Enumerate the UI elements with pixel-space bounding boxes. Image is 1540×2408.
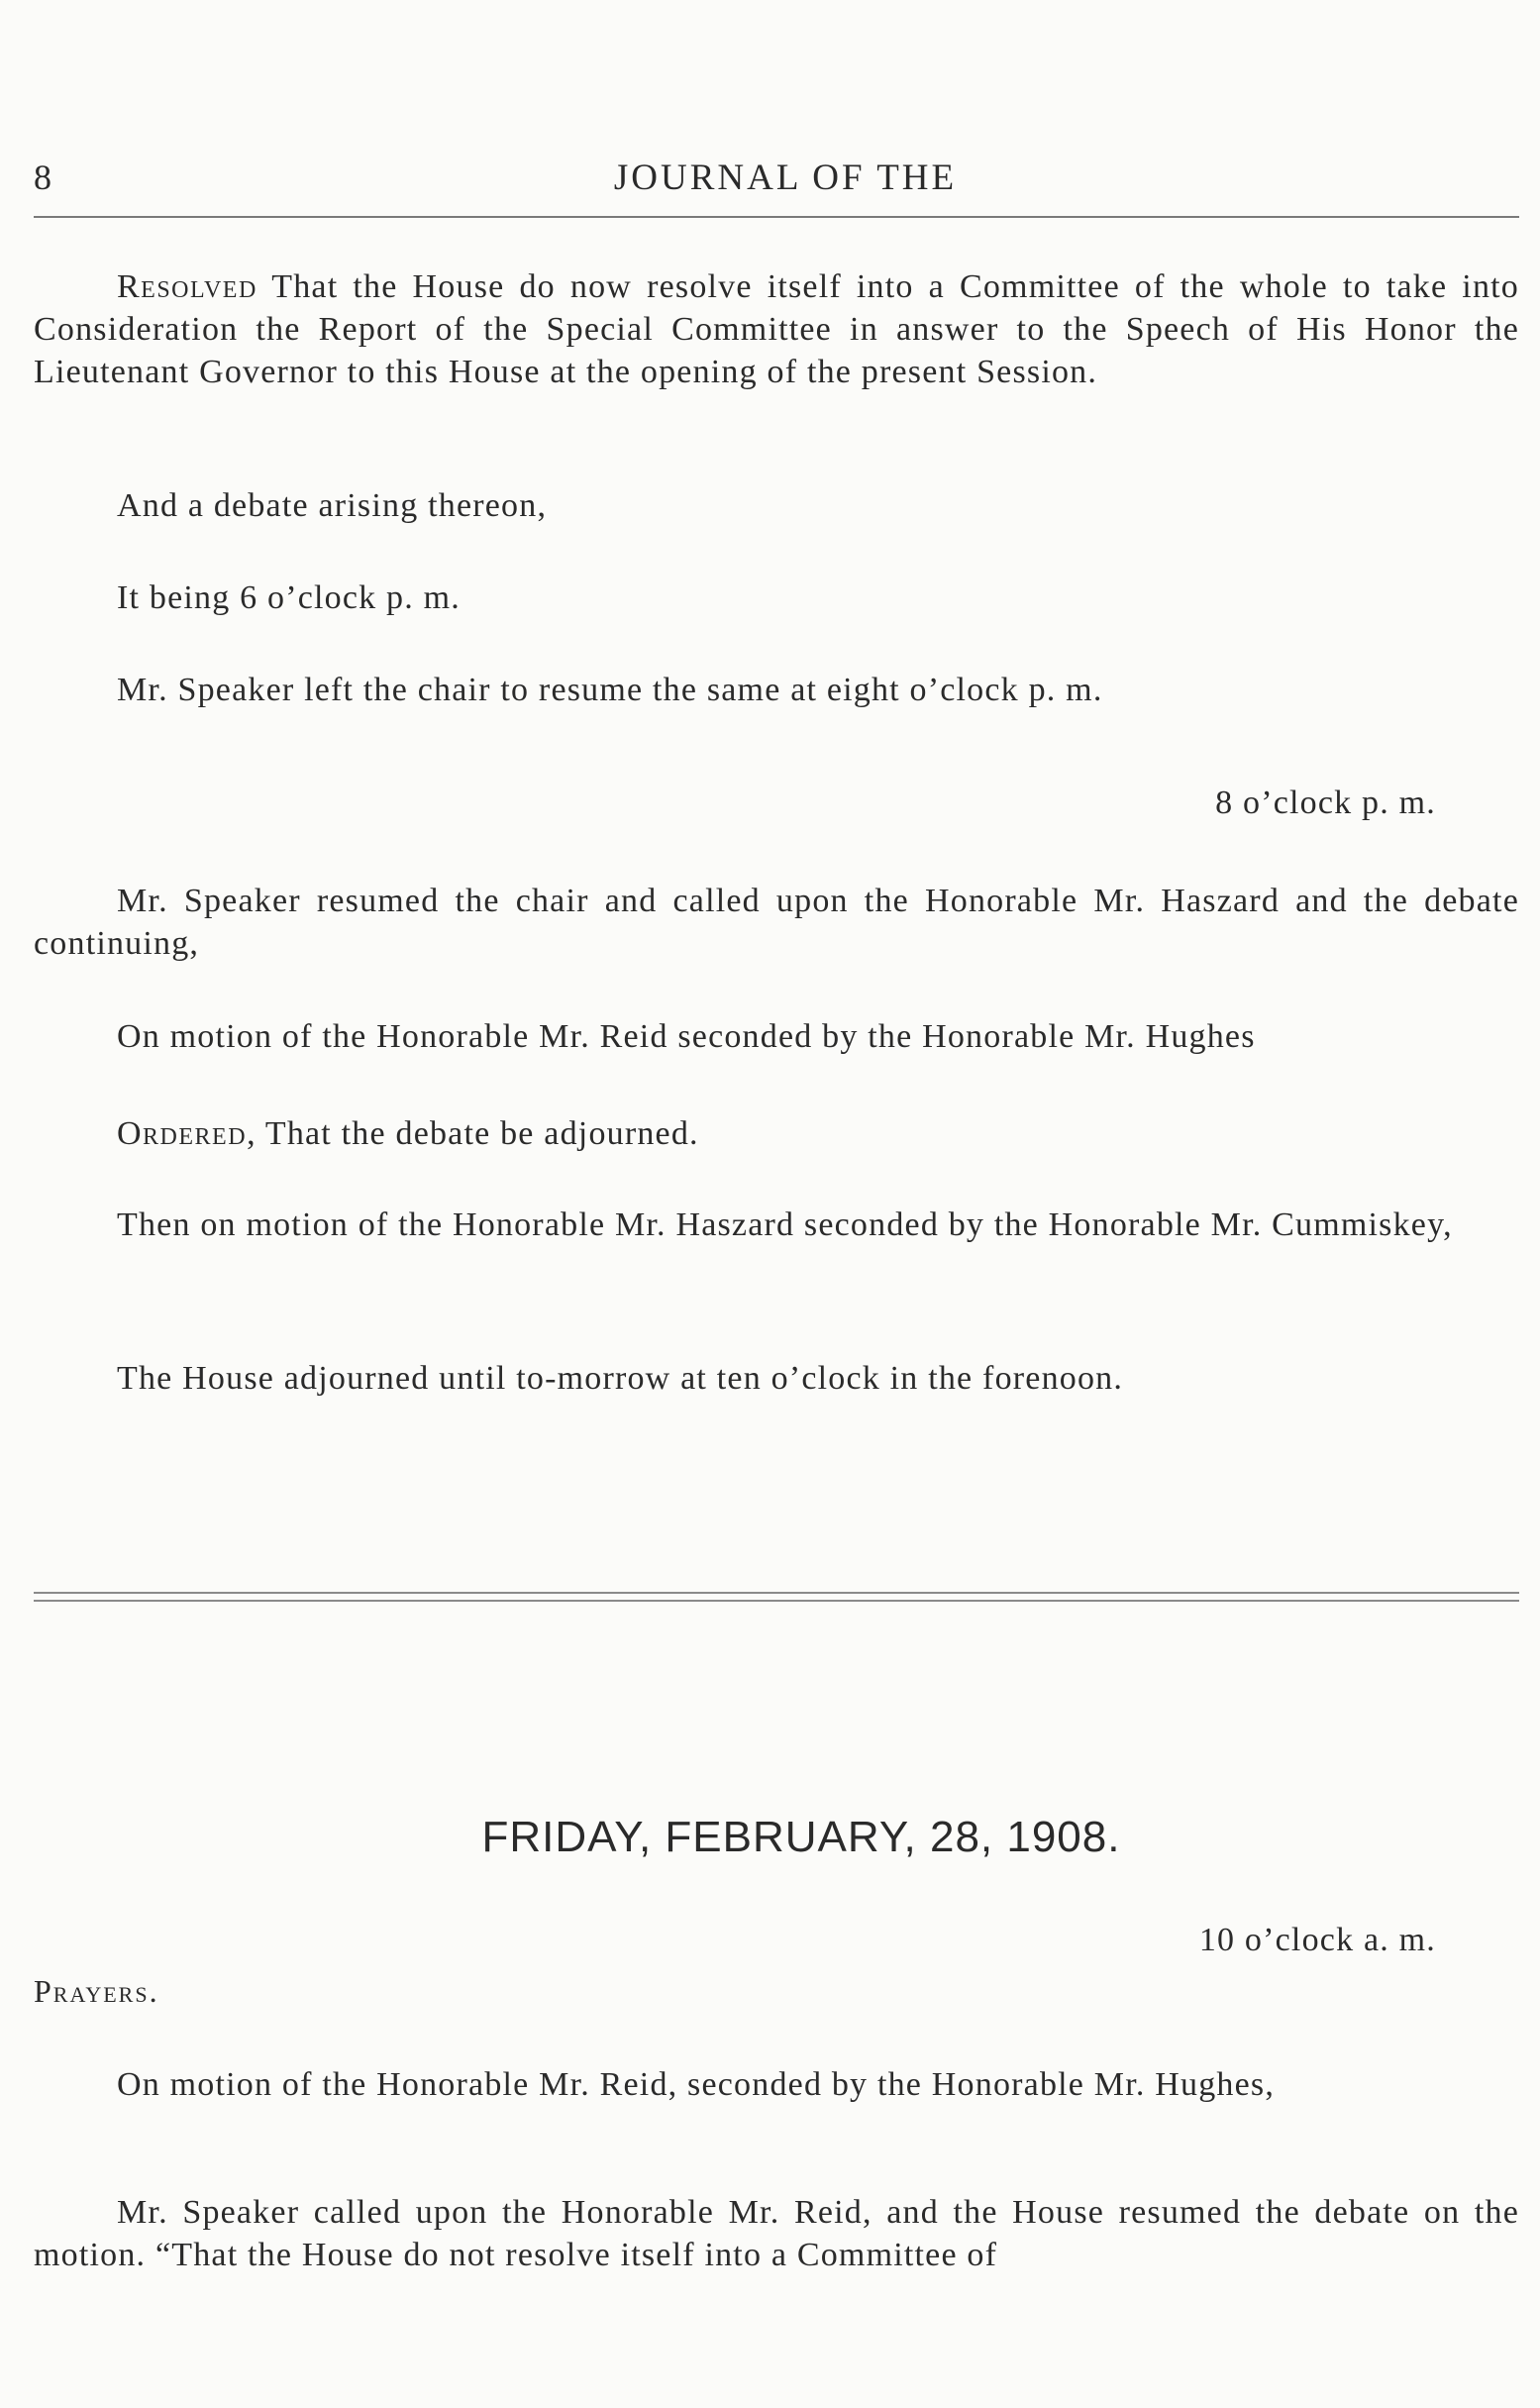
adjourned-paragraph: The House adjourned until to-morrow at ten o’clock in the forenoon. xyxy=(117,1360,1124,1397)
prayers-heading: Prayers. xyxy=(34,1973,159,2009)
ten-oclock-time: 10 o’clock a. m. xyxy=(1198,1922,1436,1958)
resolved-paragraph xyxy=(34,265,1519,393)
resolved-text: That the House do now resolve itself into a Committee of the whole to take into Consideration the Report of the Special Committee in answer to the Speech of His Honor the Lieutenant Governor to this House at the opening of the present Session. xyxy=(34,268,1519,390)
debate-arising-paragraph: And a debate arising thereon, xyxy=(117,487,548,524)
section-divider xyxy=(34,1592,1519,1602)
speaker-resumed-paragraph: Mr. Speaker resumed the chair and called upon the Honorable Mr. Haszard and the debate continuing, xyxy=(34,883,1519,962)
eight-oclock-time: 8 o’clock p. m. xyxy=(1215,785,1436,821)
motion-hughes-paragraph: On motion of the Honorable Mr. Reid, seconded by the Honorable Mr. Hughes, xyxy=(117,2066,1276,2103)
page-number: 8 xyxy=(34,157,52,197)
ordered-paragraph xyxy=(34,1112,1519,1155)
resolved-lead: Resolved xyxy=(117,268,257,305)
speaker-called-paragraph: Mr. Speaker called upon the Honorable Mr. Reid, and the House resumed the debate on the motion. “That the House do not resolve itself into a Committee of xyxy=(34,2194,1519,2273)
journal-page xyxy=(34,0,1519,2408)
page-header xyxy=(34,157,1519,206)
header-rule xyxy=(34,216,1519,218)
six-oclock-paragraph: It being 6 o’clock p. m. xyxy=(117,579,462,616)
running-head: JOURNAL OF THE xyxy=(613,157,958,198)
motion-reid-paragraph: On motion of the Honorable Mr. Reid seconded by the Honorable Mr. Hughes xyxy=(117,1018,1256,1055)
date-heading: FRIDAY, FEBRUARY, 28, 1908. xyxy=(481,1813,1121,1861)
speaker-left-paragraph: Mr. Speaker left the chair to resume the same at eight o’clock p. m. xyxy=(117,672,1103,708)
haszard-motion-paragraph: Then on motion of the Honorable Mr. Haszard seconded by the Honorable Mr. Cummiskey, xyxy=(117,1206,1453,1243)
ordered-lead: Ordered xyxy=(117,1115,248,1152)
ordered-text: , That the debate be adjourned. xyxy=(247,1115,699,1152)
